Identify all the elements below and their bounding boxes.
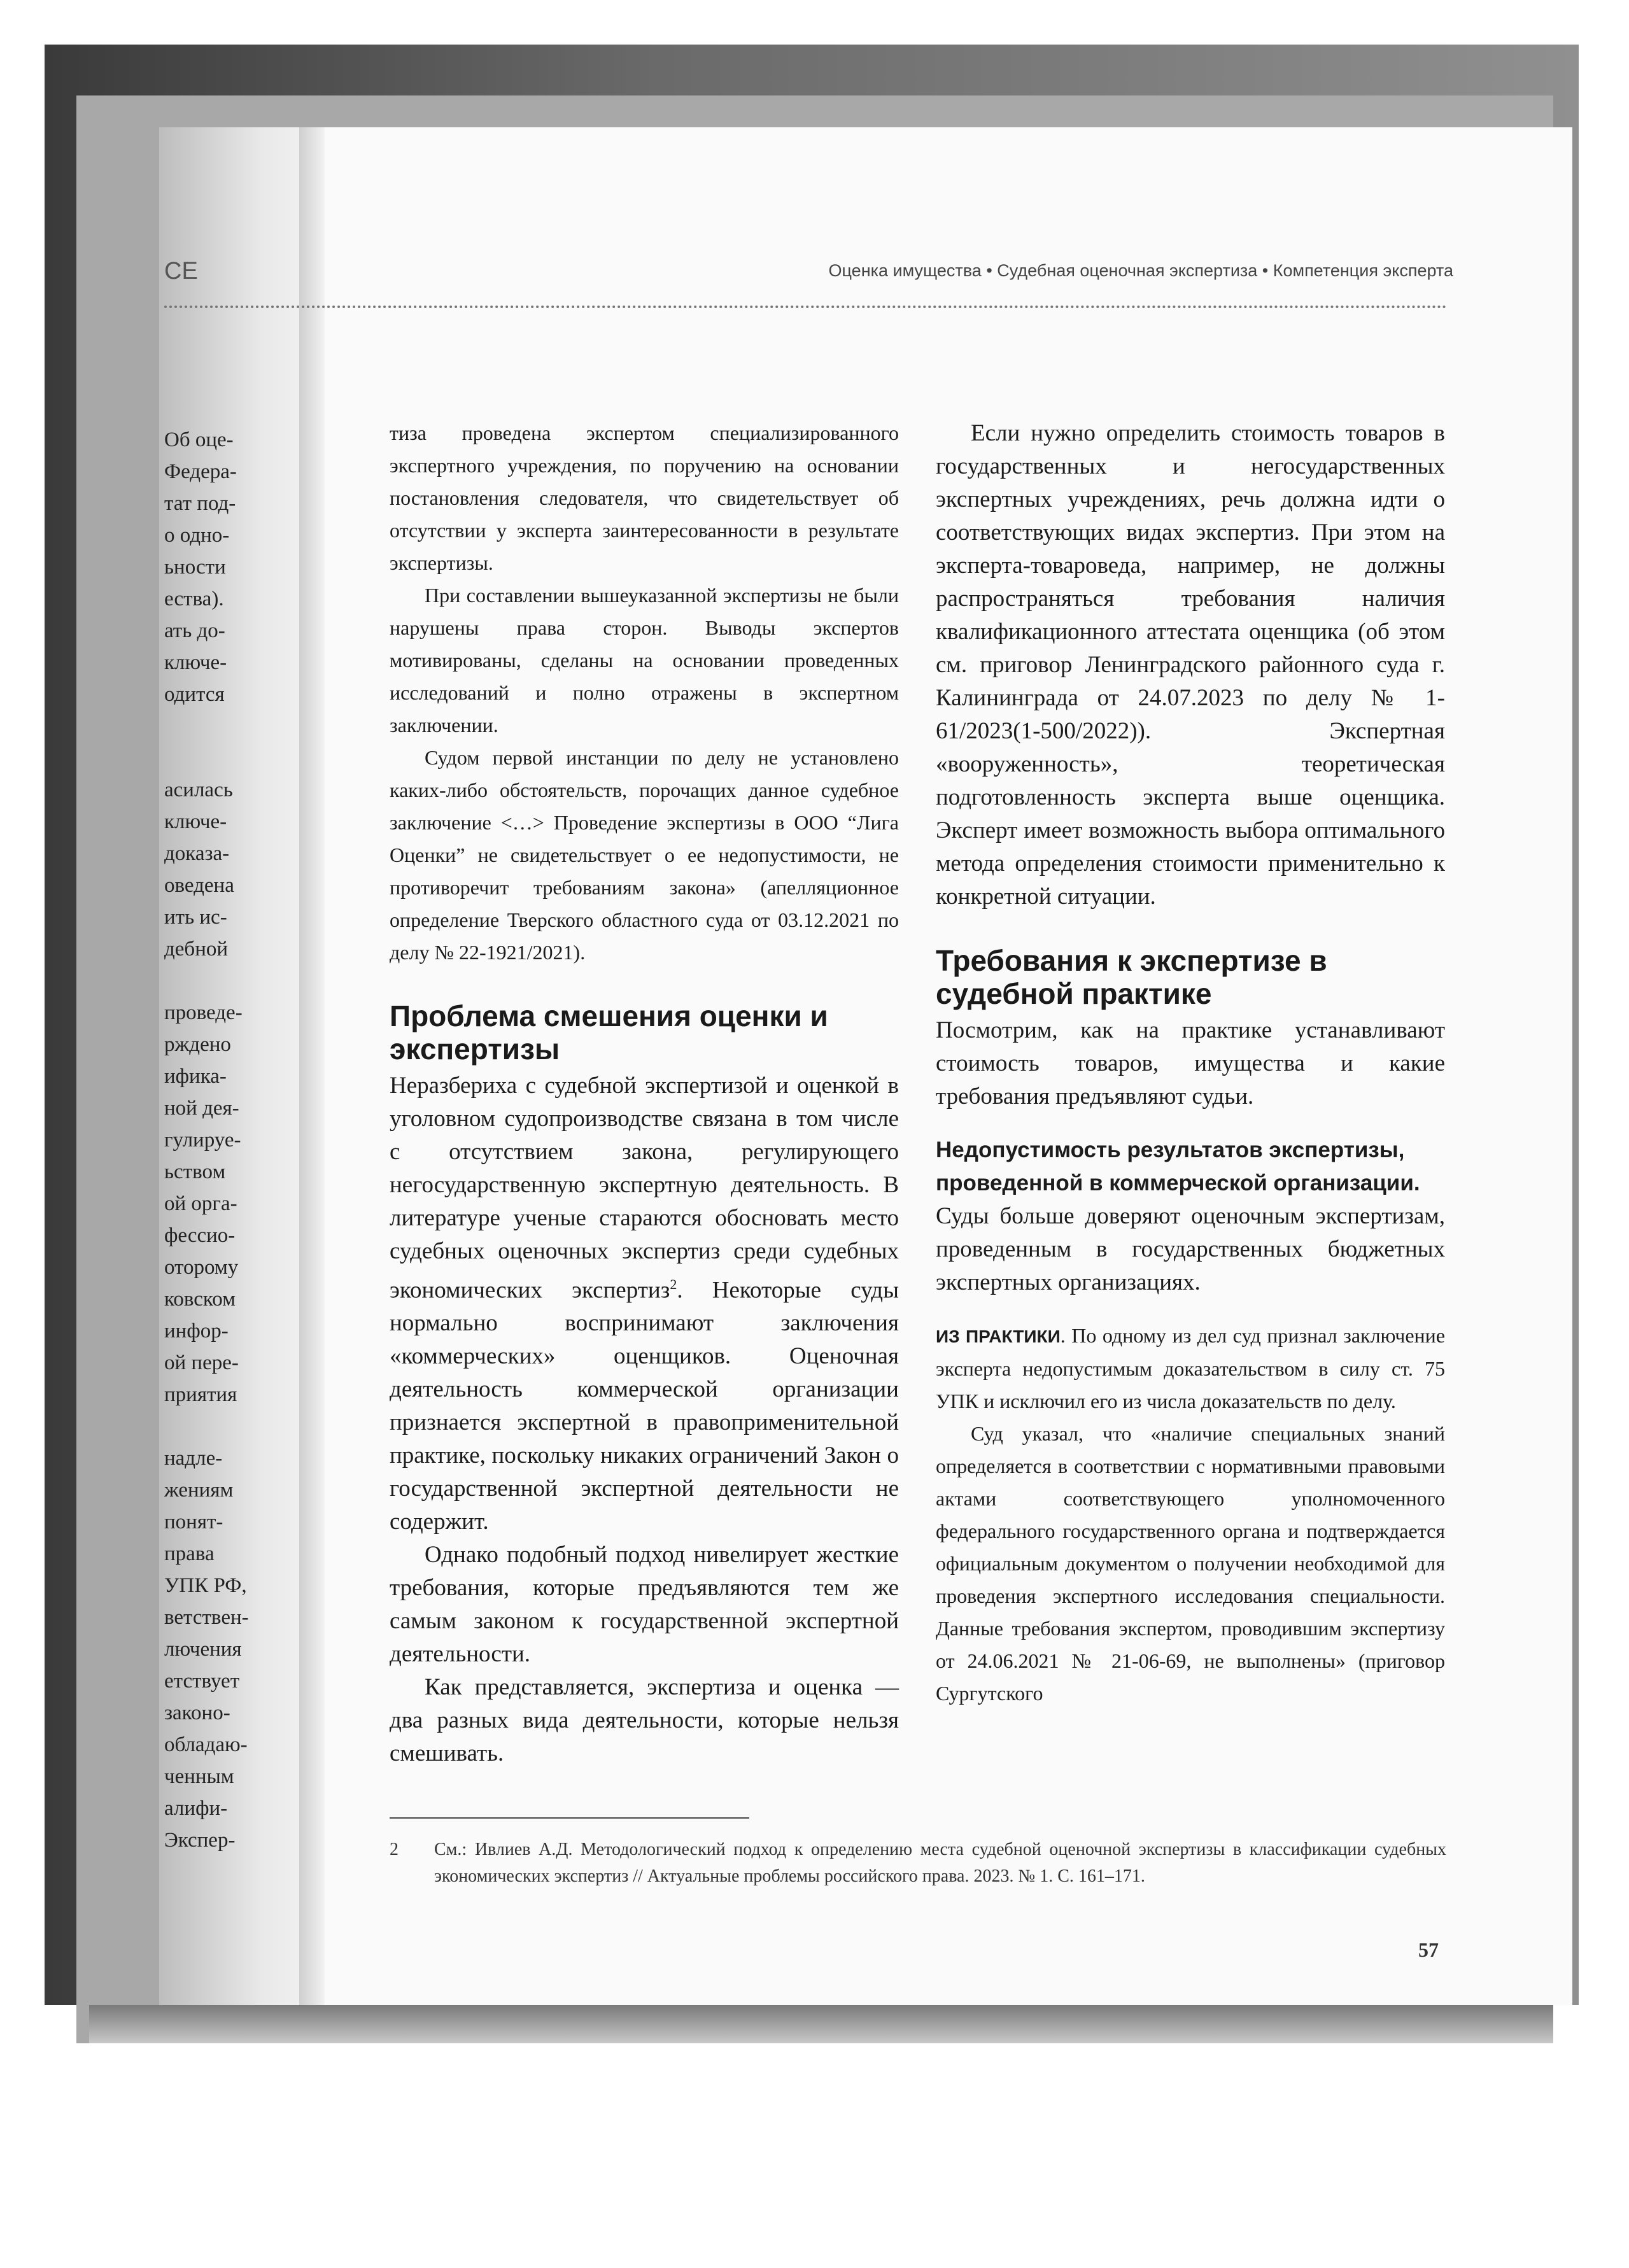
paragraph-text: . По одному из дел суд признал заключение эксперта недопустимым доказательством в силу ст. 75 УПК и исключил его из числа доказательств по делу. (936, 1324, 1445, 1412)
running-head: Оценка имущества • Судебная оценочная экспертиза • Компетенция эксперта (828, 261, 1453, 280)
left-page-line: лючения (164, 1638, 242, 1661)
left-page-line: ифика- (164, 1065, 227, 1088)
paragraph: Посмотрим, как на практике устанавливают стоимость товаров, имущества и какие требования предъявляют судьи. (936, 1017, 1445, 1109)
left-page-line: оторому (164, 1256, 239, 1279)
left-page-line: надле- (164, 1447, 223, 1470)
left-page-line: оведена (164, 874, 234, 897)
paragraph: Если нужно определить стоимость товаров в государственных и негосударственных экспертных учреждениях, речь должна идти о соответствующих видах экспертиз. При этом на эксперта-товароведа, например, не должны распространяться требования наличия квалификационного аттестата оценщика (об этом см. приговор Ленинградского районного суда г. Калининграда от 24.07.2023 по делу № 1-61/2023(1-500/2022)). Экспертная «вооруженность», теоретическая подготовленность эксперта выше оценщика. Эксперт имеет возможность выбора оптимального метода определения стоимости применительно к конкретной ситуации. (936, 420, 1445, 910)
paragraph-text: . Некоторые суды нормально воспринимают заключения «коммерческих» оценщиков. Оценочная деятельность коммерческой организации признается экспертной в правоприменительной практике, поскольку никаких ограничений Закон о государственной экспертной деятельности не содержит. (390, 1277, 899, 1535)
left-page-line: понят- (164, 1511, 223, 1533)
left-page-line: гулируе- (164, 1129, 241, 1152)
left-page-line: о одно- (164, 524, 230, 547)
footnote-text: См.: Ивлиев А.Д. Методологический подход к определению места судебной оценочной экспертизы в классификации судебных экономических экспертиз // Актуальные проблемы российского права. 2023. № 1. С. 161–171. (434, 1840, 1446, 1886)
paragraph: Однако подобный подход нивелирует жесткие требования, которые предъявляются тем же самым законом к государственной экспертной деятельности. (390, 1542, 899, 1668)
section-heading: Проблема смешения оценки и экспертизы (390, 999, 828, 1066)
left-page-line: асилась (164, 778, 233, 801)
paragraph (390, 1069, 899, 1539)
left-page-line: ключе- (164, 651, 227, 674)
left-page-line: ой орга- (164, 1192, 237, 1215)
left-page-line: ьством (164, 1160, 226, 1183)
left-page-line: рждено (164, 1033, 231, 1056)
left-page-line: права (164, 1542, 215, 1565)
left-page-header-fragment: CE (164, 258, 198, 285)
page-bottom-edge (89, 2005, 1553, 2043)
footnote-rule (390, 1817, 749, 1819)
paragraph: тиза проведена экспертом специализированного экспертного учреждения, по поручению на основании постановления следователя, что свидетельствует об отсутствии у эксперта заинтересованности в результате экспертизы. (390, 421, 899, 574)
left-page-line: одится (164, 683, 225, 706)
section-heading: Требования к экспертизе в судебной практике (936, 944, 1327, 1010)
page-number: 57 (1418, 1938, 1439, 1961)
left-page-line: тат под- (164, 492, 236, 515)
left-page-line: ветствен- (164, 1606, 249, 1629)
left-page-line: ить ис- (164, 906, 227, 929)
text-column-left (390, 417, 899, 1770)
bold-lead: Недопустимость результатов экспертизы, проведенной в коммерческой организации. (936, 1138, 1420, 1195)
left-page-line: Федера- (164, 460, 237, 483)
left-page-line: инфор- (164, 1320, 229, 1342)
left-page-line: обладаю- (164, 1733, 248, 1756)
footnote (390, 1836, 1446, 1890)
paragraph: Как представляется, экспертиза и оценка — два разных вида деятельности, которые нельзя смешивать. (390, 1674, 899, 1767)
left-page-line: проведе- (164, 1001, 243, 1024)
left-page-line: приятия (164, 1383, 237, 1406)
paragraph: Суды больше доверяют оценочным экспертизам, проведенным в государственных бюджетных экспертных организациях. (936, 1203, 1445, 1295)
left-page-line: ковском (164, 1288, 236, 1311)
left-page-line: алифи- (164, 1797, 228, 1820)
left-page-line: Об оце- (164, 428, 234, 451)
left-page-line: доказа- (164, 842, 230, 865)
paragraph: При составлении вышеуказанной экспертизы не были нарушены права сторон. Выводы экспертов мотивированы, сделаны на основании проведенных исследований и полно отражены в экспертном заключении. (390, 584, 899, 736)
left-page-line (164, 965, 298, 997)
left-page-line: УПК РФ, (164, 1574, 247, 1597)
left-page-line: Экспер- (164, 1829, 236, 1852)
left-page-line: ченным (164, 1765, 234, 1788)
left-page-text-fragment (164, 424, 298, 1856)
paragraph: Судом первой инстанции по делу не установлено каких-либо обстоятельств, порочащих данное судебное заключение <…> Проведение экспертизы в ООО “Лига Оценки” не свидетельствует о ее недопустимости, не противоречит требованиям закона» (апелляционное определение Тверского областного суда от 03.12.2021 по делу № 22-1921/2021). (390, 746, 899, 964)
paragraph-text: Неразбериха с судебной экспертизой и оценкой в уголовном судопроизводстве связана в том числе с отсутствием закона, регулирующего негосударственную экспертную деятельность. В литературе ученые стараются обосновать место судебных оценочных экспертиз среди судебных экономических экспертиз (390, 1073, 899, 1304)
left-page-line (164, 1411, 298, 1442)
left-page-line (164, 710, 298, 742)
text-column-right (936, 417, 1445, 1710)
left-page-line: етствует (164, 1670, 240, 1693)
left-page-line: ества). (164, 588, 224, 610)
footnote-number: 2 (390, 1840, 398, 1859)
left-page-line: ной дея- (164, 1097, 239, 1120)
practice-tag: ИЗ ПРАКТИКИ (936, 1327, 1061, 1346)
left-page-line: ключе- (164, 810, 227, 833)
left-page-line (164, 742, 298, 774)
paragraph: Суд указал, что «наличие специальных знаний определяется в соответствии с нормативными правовыми актами соответствующего уполномоченного федерального государственного органа и подтверждается официальным документом о получении необходимой для проведения экспертного исследования специальности. Данные требования экспертом, проводившим экспертизу от 24.06.2021 № 21-06-69, не выполнены» (приговор Сургутского (936, 1422, 1445, 1705)
left-page-line: жениям (164, 1479, 234, 1502)
left-page-line: законо- (164, 1701, 230, 1724)
left-page-line: фессио- (164, 1224, 236, 1247)
paragraph (936, 1320, 1445, 1418)
left-page-line: ать до- (164, 619, 225, 642)
left-page-line: ьности (164, 556, 226, 579)
left-page-line: ой пере- (164, 1351, 239, 1374)
book-gutter (299, 127, 325, 2005)
header-dotted-rule (164, 306, 1447, 308)
left-page-line: дебной (164, 938, 229, 961)
footnote-ref: 2 (670, 1276, 677, 1292)
